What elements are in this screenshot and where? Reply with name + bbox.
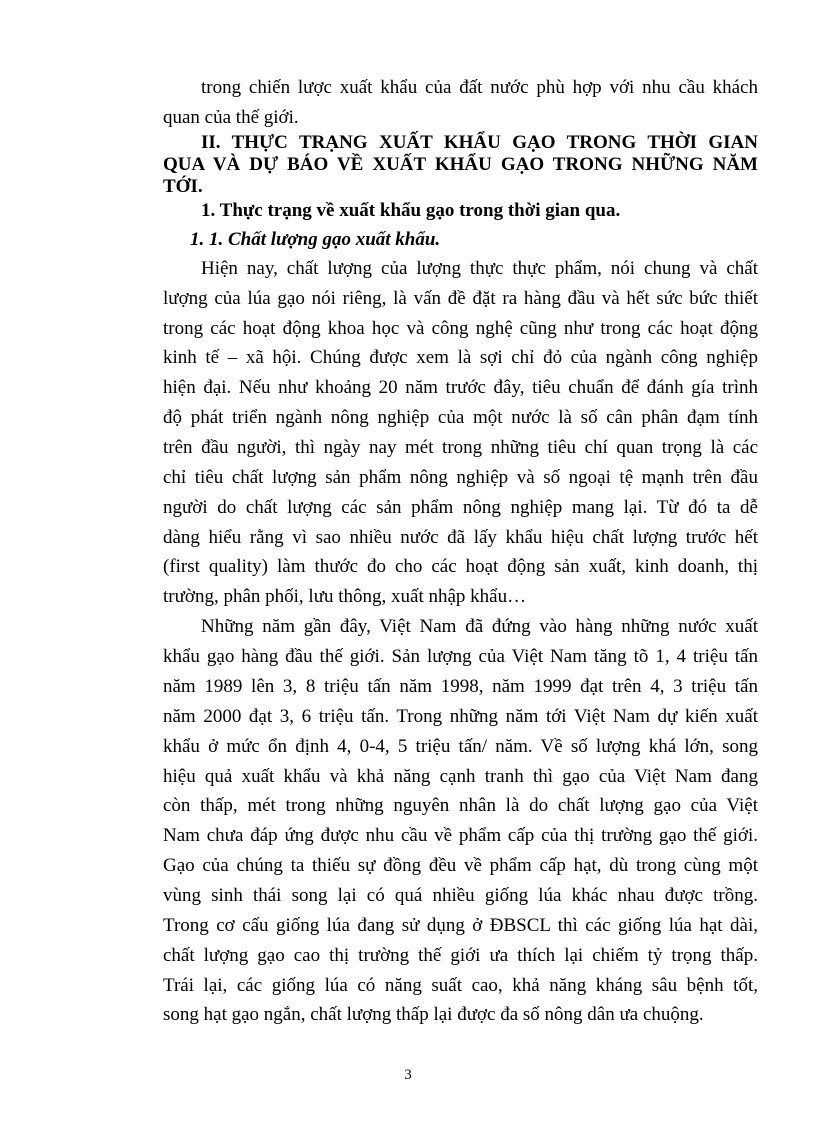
- paragraph-2-line-10: vùng sinh thái song lại có quá nhiều giống lúa khác nhau được trồng.: [163, 885, 758, 906]
- paragraph-2-line-1: Những năm gần đây, Việt Nam đã đứng vào hàng những nước xuất: [201, 616, 758, 637]
- paragraph-2-line-13: Trái lại, các giống lúa có năng suất cao, khả năng kháng sâu bệnh tốt,: [163, 975, 758, 996]
- paragraph-2-line-9: Gạo của chúng ta thiếu sự đồng đều về phẩm cấp hạt, dù trong cùng một: [163, 855, 758, 876]
- paragraph-1-line-7: trên đầu người, thì ngày nay mét trong những tiêu chí quan trọng là các: [163, 437, 758, 458]
- section-heading-line-2: QUA VÀ DỰ BÁO VỀ XUẤT KHẨU GẠO TRONG NHỮNG NĂM: [163, 154, 758, 175]
- paragraph-1-line-9: người do chất lượng các sản phẩm nông nghiệp mang lại. Từ đó ta dễ: [163, 497, 758, 518]
- paragraph-2-line-7: còn thấp, mét trong những nguyên nhân là do chất lượng gạo của Việt: [163, 795, 758, 816]
- intro-line-2: quan của thế giới.: [163, 107, 299, 128]
- intro-line-1: trong chiến lược xuất khẩu của đất nước phù hợp với nhu cầu khách: [201, 77, 758, 98]
- paragraph-2-line-3: năm 1989 lên 3, 8 triệu tấn năm 1998, năm 1999 đạt trên 4, 3 triệu tấn: [163, 676, 758, 697]
- paragraph-1-line-12: trường, phân phối, lưu thông, xuất nhập khẩu…: [163, 586, 527, 607]
- paragraph-2-line-6: hiệu quả xuất khẩu và khả năng cạnh tranh thì gạo của Việt Nam đang: [163, 766, 758, 787]
- paragraph-2-line-5: khẩu ở mức ổn định 4, 0-4, 5 triệu tấn/ năm. Về số lượng khá lớn, song: [163, 736, 758, 757]
- paragraph-1-line-1: Hiện nay, chất lượng của lượng thực thực phẩm, nói chung và chất: [201, 258, 758, 279]
- paragraph-1-line-3: trong các hoạt động khoa học và công nghệ cũng như trong các hoạt động: [163, 318, 758, 339]
- section-heading-line-3: TỚI.: [163, 176, 203, 197]
- paragraph-2-line-14: song hạt gạo ngắn, chất lượng thấp lại được đa số nông dân ưa chuộng.: [163, 1004, 704, 1025]
- subsubsection-heading: 1. 1. Chất lượng gạo xuất khẩu.: [190, 229, 441, 250]
- subsection-heading: 1. Thực trạng về xuất khẩu gạo trong thời gian qua.: [201, 200, 621, 221]
- paragraph-1-line-5: hiện đại. Nếu như khoảng 20 năm trước đây, tiêu chuẩn để đánh gía trình: [163, 377, 758, 398]
- section-heading-line-1: II. THỰC TRẠNG XUẤT KHẨU GẠO TRONG THỜI GIAN: [201, 132, 758, 153]
- paragraph-1-line-2: lượng của lúa gạo nói riêng, là vấn đề đặt ra hàng đầu và hết sức bức thiết: [163, 288, 758, 309]
- paragraph-1-line-11: (first quality) làm thước đo cho các hoạt động sản xuất, kinh doanh, thị: [163, 556, 758, 577]
- paragraph-1-line-4: kinh tế – xã hội. Chúng được xem là sợi chỉ đỏ của ngành công nghiệp: [163, 347, 758, 368]
- page-number: 3: [404, 1067, 412, 1083]
- paragraph-1-line-8: chỉ tiêu chất lượng sản phẩm nông nghiệp và số ngoại tệ mạnh trên đầu: [163, 467, 758, 488]
- paragraph-1-line-10: dàng hiểu rằng vì sao nhiều nước đã lấy khẩu hiệu chất lượng trước hết: [163, 527, 758, 548]
- paragraph-1-line-6: độ phát triển ngành nông nghiệp của một nước là số cân phân đạm tính: [163, 407, 758, 428]
- paragraph-2-line-11: Trong cơ cấu giống lúa đang sử dụng ở ĐBSCL thì các giống lúa hạt dài,: [163, 915, 758, 936]
- paragraph-2-line-2: khẩu gạo hàng đầu thế giới. Sản lượng của Việt Nam tăng tõ 1, 4 triệu tấn: [163, 646, 758, 667]
- paragraph-2-line-4: năm 2000 đạt 3, 6 triệu tấn. Trong những năm tới Việt Nam dự kiến xuất: [163, 706, 758, 727]
- paragraph-2-line-12: chất lượng gạo cao thị trường thế giới ưa thích lại chiếm tỷ trọng thấp.: [163, 945, 758, 966]
- paragraph-2-line-8: Nam chưa đáp ứng được nhu cầu về phẩm cấp của thị trường gạo thế giới.: [163, 825, 758, 846]
